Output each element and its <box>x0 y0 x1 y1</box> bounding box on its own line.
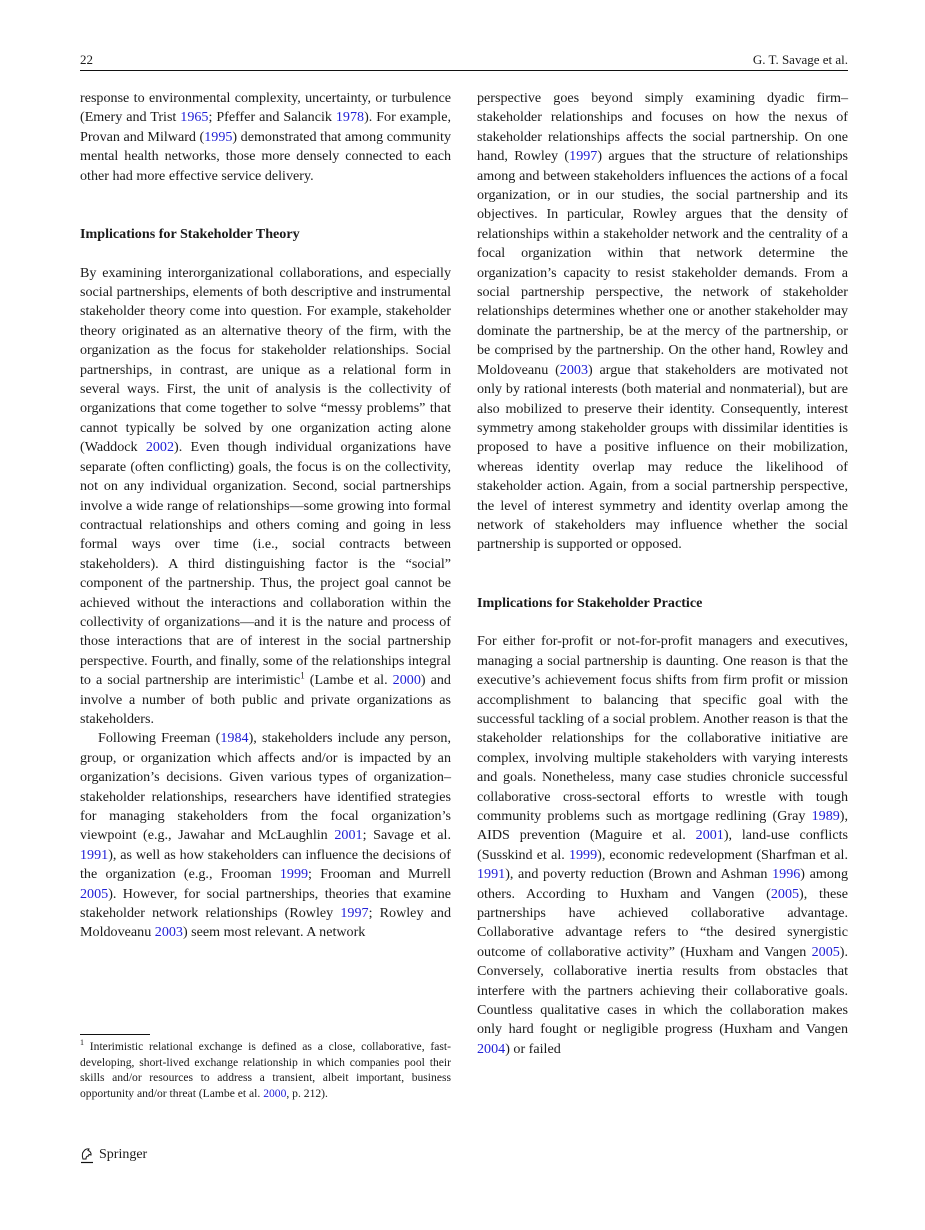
citation-link[interactable]: 2005 <box>80 885 109 902</box>
citation-link[interactable]: 2000 <box>392 672 421 689</box>
header-rule <box>80 70 848 71</box>
citation-link[interactable]: 1989 <box>811 808 840 824</box>
citation-link[interactable]: 2002 <box>145 439 174 456</box>
paragraph: Following Freeman (1984), stakeholders include any person, group, or organization which affects and/or is impacted by an organization’s decisions. Given various types of organization–stakeholder relationships, researchers have identified strategies for managing stakeholders from the focal organization’s viewpoint (e.g., Jawahar and McLaughlin 2001; Savage et al. 1991), as well as how stakeholders can influence the decisions of the organization (e.g., Frooman 1999; Frooman and Murrell 2005). However, for social partnerships, theories that examine stakeholder network relationships (Rowley 1997; Rowley and Moldoveanu 2003) seem most relevant. A network <box>80 730 451 941</box>
page-header <box>80 50 848 72</box>
citation-link[interactable]: 1997 <box>340 905 369 922</box>
citation-link[interactable]: 1978 <box>335 109 365 126</box>
footnote <box>80 1039 451 1101</box>
left-column <box>80 89 451 943</box>
footnote-text: Interimistic relational exchange is defined as a close, collaborative, fast-developing, short-lived exchange relationship in which companies pool their skills and/or resources to address a transient, albeit important, business opportunity and/or threat (Lambe et al. 2000, p. 212). <box>80 1040 451 1100</box>
section-heading: Implications for Stakeholder Theory <box>80 225 300 242</box>
springer-horse-icon <box>79 1147 95 1164</box>
citation-link[interactable]: 1997 <box>569 148 598 165</box>
citation-link[interactable]: 2005 <box>770 885 800 902</box>
footnote-rule <box>80 1034 150 1035</box>
section-heading: Implications for Stakeholder Practice <box>477 594 703 611</box>
citation-link[interactable]: 2003 <box>559 361 588 378</box>
publisher-name: Springer <box>99 1147 148 1162</box>
right-column <box>477 89 848 1059</box>
running-head: G. T. Savage et al. <box>752 52 848 67</box>
citation-link[interactable]: 2003 <box>154 924 183 941</box>
citation-link[interactable]: 1991 <box>80 846 109 863</box>
citation-link[interactable]: 2000 <box>263 1086 287 1100</box>
citation-link[interactable]: 2005 <box>811 943 840 960</box>
spacer <box>80 186 451 225</box>
citation-link[interactable]: 1965 <box>180 109 209 126</box>
footnote-reference[interactable]: 1 <box>300 670 305 681</box>
citation-link[interactable]: 1996 <box>772 866 801 883</box>
citation-link[interactable]: 1999 <box>279 866 309 883</box>
page-number: 22 <box>80 52 93 67</box>
citation-link[interactable]: 2001 <box>334 827 363 844</box>
paragraph: By examining interorganizational collaborations, and especially social partnerships, elements of both descriptive and instrumental stakeholder theory come into question. For example, stakeholder theory originated as an alternative theory of the firm, with the organization as the focus for stakeholder relationships. Social partnerships, in contrast, are unique as a relational form in several ways. First, the unit of analysis is the collectivity of organizations that come together to solve “messy problems” that cannot typically be solved by one organization acting alone (Waddock 2002). Even though individual organizations have separate (often conflicting) goals, the focus is on the collectivity, not on any individual organization. Second, social partnerships involve a wide range of relationships—some growing into formal contractual relationships and others coming and going in less formal ways over time (i.e., social contracts between stakeholders). A third distinguishing factor is the “social” component of the partnership. Thus, the project goal cannot be achieved without the interactions and collaboration within the collectivity of organizations—and it is the nature and process of those interactions that are of interest in the social partnership perspective. Fourth, and finally, some of the relationships integral to a social partnership are interimistic$^1$ (Lambe et al. 2000) and involve a number of both public and private organizations as stakeholders. <box>80 264 451 727</box>
footnote-marker: 1 <box>80 1038 84 1048</box>
citation-link[interactable]: 2001 <box>695 827 724 844</box>
spacer <box>477 613 848 632</box>
publisher-footer <box>79 1145 147 1165</box>
spacer <box>80 244 451 263</box>
spacer <box>477 555 848 594</box>
citation-link[interactable]: 1999 <box>568 846 598 863</box>
citation-link[interactable]: 2004 <box>477 1040 506 1057</box>
paragraph: perspective goes beyond simply examining dyadic firm–stakeholder relationships and focuses on how the nexus of stakeholder relationships affects the social partnership. On one hand, Rowley (1997) argues that the structure of relationships among and between stakeholders influences the actions of a focal organization, or in our studies, the social partnership and its objectives. In particular, Rowley argues that the density of relationships within a stakeholder network and the centrality of a focal organization within that network determine the organization’s capacity to resist stakeholder demands. From a social partnership perspective, the network of stakeholder relationships determines whether one or another stakeholder may dominate the partnership, be at the mercy of the partnership, or be comprised by the partnership. On the other hand, Rowley and Moldoveanu (2003) argue that stakeholders are motivated not only by rational interests (both material and nonmaterial), but are also mobilized to preserve their identity. Consequently, interest symmetry among stakeholder groups with dissimilar identities is proposed to have a positive influence on their mobilization, whereas identity overlap may reduce the likelihood of stakeholder action. Again, from a social partnership perspective, the level of interest symmetry and identity overlap among the network of stakeholders may influence whether the social partnership is supported or opposed. <box>477 90 848 553</box>
citation-link[interactable]: 1995 <box>204 128 233 145</box>
paragraph: response to environmental complexity, uncertainty, or turbulence (Emery and Trist 1965; Pfeffer and Salancik 1978). For example, Provan and Milward (1995) demonstrated that among community mental health networks, those more densely connected to each other had more effective service delivery. <box>80 90 451 184</box>
citation-link[interactable]: 1991 <box>477 866 506 883</box>
citation-link[interactable]: 1984 <box>220 730 249 747</box>
paragraph: For either for-profit or not-for-profit managers and executives, managing a social partnership is daunting. One reason is that the executive’s achievement focus shifts from firm profit or mission accomplishment to balancing that specific goal with the successful tackling of a social problem. Another reason is that the stakeholder relationships for the collaborative initiative are complex, involving multiple stakeholders with varying interests and goals. Nonetheless, many case studies chronicle successful collaborative cross-sectoral efforts to wrestle with tough community problems such as mortgage redlining (Gray 1989), AIDS prevention (Maguire et al. 2001), land-use conflicts (Susskind et al. 1999), economic redevelopment (Sharfman et al. 1991), and poverty reduction (Brown and Ashman 1996) among others. According to Huxham and Vangen (2005), these partnerships have achieved collaborative advantage. Collaborative advantage refers to “the desired synergistic outcome of collaborative activity” (Huxham and Vangen 2005). Conversely, collaborative inertia results from obstacles that interfere with the partners achieving their collaborative goals. Countless qualitative cases in which the collaboration makes only hard fought or negligible progress (Huxham and Vangen 2004) or failed <box>477 633 848 1057</box>
